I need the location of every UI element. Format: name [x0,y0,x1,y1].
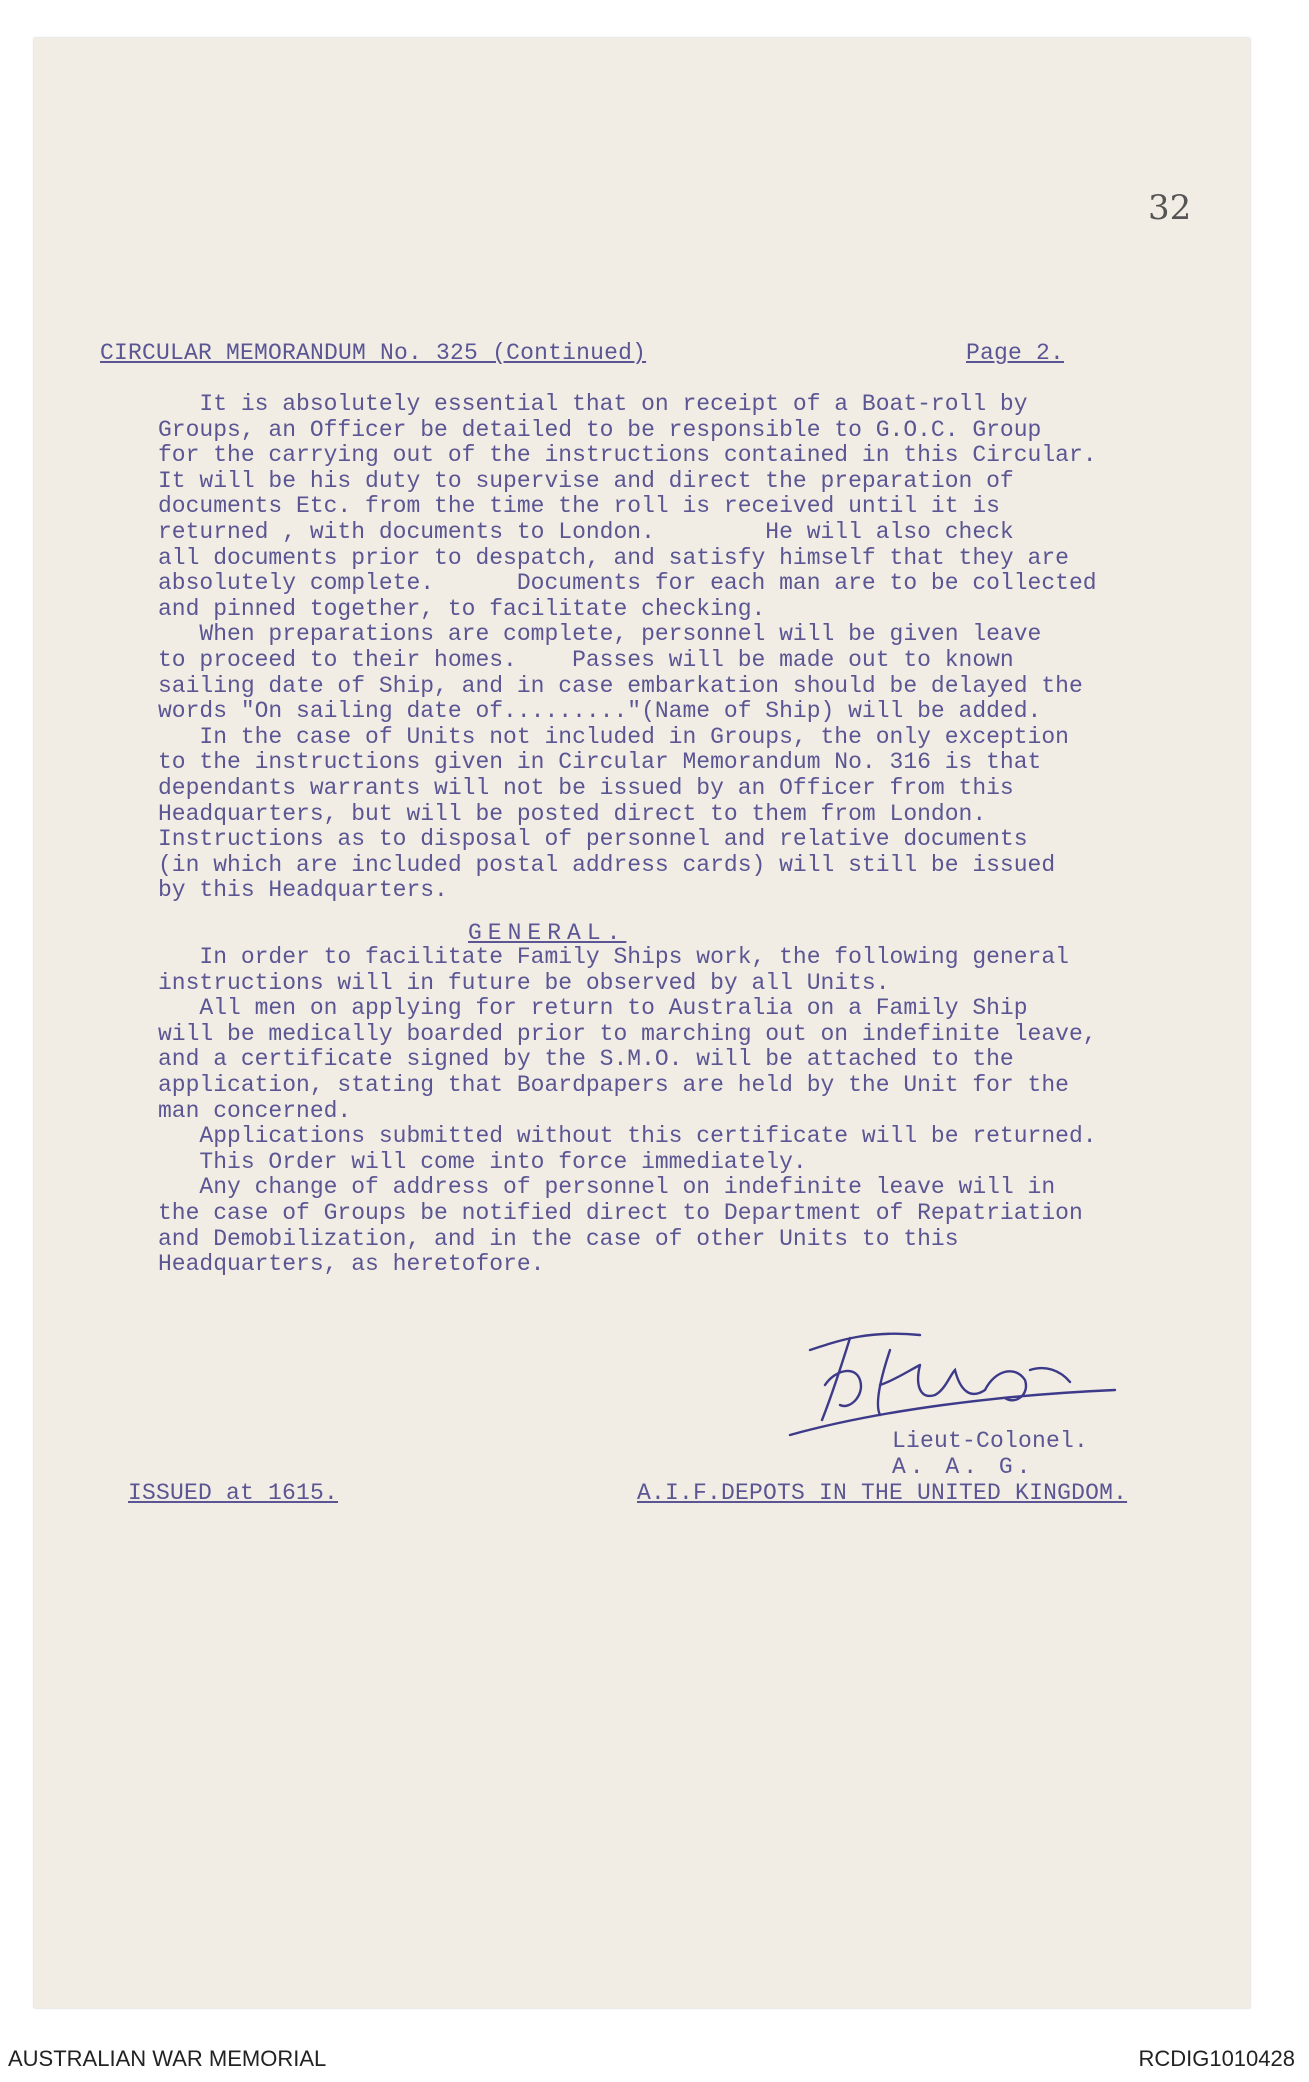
general-line: Any change of address of personnel on indefinite leave will in [158,1174,1056,1201]
archive-id: RCDIG1010428 [1138,2046,1295,2071]
body-line: and pinned together, to facilitate checking. [158,595,766,622]
general-heading: GENERAL. [468,920,627,946]
memo-body [158,392,1097,904]
general-line: All men on applying for return to Australia on a Family Ship [158,995,1028,1022]
signatory-unit: A.I.F.DEPOTS IN THE UNITED KINGDOM. [637,1480,1128,1506]
general-line: Headquarters, as heretofore. [158,1251,545,1278]
body-line: It will be his duty to supervise and direct the preparation of [158,467,1014,494]
general-line: will be medically boarded prior to marching out on indefinite leave, [158,1020,1097,1047]
page-indicator: Page 2. [966,340,1065,366]
body-line: for the carrying out of the instructions contained in this Circular. [158,442,1097,469]
issued-time: ISSUED at 1615. [128,1480,339,1506]
handwritten-signature [780,1310,1120,1440]
archive-credit: AUSTRALIAN WAR MEMORIAL [8,2046,327,2071]
body-line: It is absolutely essential that on receipt of a Boat-roll by [158,391,1028,417]
folio-number: 32 [1148,188,1192,228]
general-line: This Order will come into force immediately. [158,1148,807,1175]
body-line: Groups, an Officer be detailed to be responsible to G.O.C. Group [158,416,1042,443]
body-line: documents Etc. from the time the roll is received until it is [158,493,1000,520]
signatory-rank: Lieut-Colonel. [892,1428,1089,1454]
general-line: Applications submitted without this certificate will be returned. [158,1123,1097,1150]
general-line: instructions will in future be observed by all Units. [158,969,890,996]
body-line: dependants warrants will not be issued by an Officer from this [158,774,1014,801]
body-line: all documents prior to despatch, and satisfy himself that they are [158,544,1069,571]
body-line: to proceed to their homes. Passes will be made out to known [158,646,1014,673]
body-line: by this Headquarters. [158,877,448,904]
body-line: In the case of Units not included in Groups, the only exception [158,723,1069,750]
body-line: sailing date of Ship, and in case embarkation should be delayed the [158,672,1083,699]
general-line: and Demobilization, and in the case of other Units to this [158,1225,959,1252]
body-line: returned , with documents to London. He will also check [158,518,1014,545]
body-line: to the instructions given in Circular Memorandum No. 316 is that [158,749,1042,776]
general-section [158,945,1097,1278]
body-line: Instructions as to disposal of personnel and relative documents [158,826,1028,853]
body-line: words "On sailing date of........."(Name of Ship) will be added. [158,698,1042,725]
general-line: In order to facilitate Family Ships work, the following general [158,944,1069,970]
body-line: Headquarters, but will be posted direct to them from London. [158,800,987,827]
general-line: and a certificate signed by the S.M.O. will be attached to the [158,1046,1014,1073]
body-line: When preparations are complete, personnel will be given leave [158,621,1042,648]
signatory-appointment: A. A. G. [892,1454,1035,1480]
general-line: the case of Groups be notified direct to Department of Repatriation [158,1199,1083,1226]
body-line: absolutely complete. Documents for each man are to be collected [158,570,1097,597]
general-line: application, stating that Boardpapers are held by the Unit for the [158,1071,1069,1098]
memo-title: CIRCULAR MEMORANDUM No. 325 (Continued) [100,340,647,366]
general-line: man concerned. [158,1097,352,1124]
body-line: (in which are included postal address cards) will still be issued [158,851,1056,878]
